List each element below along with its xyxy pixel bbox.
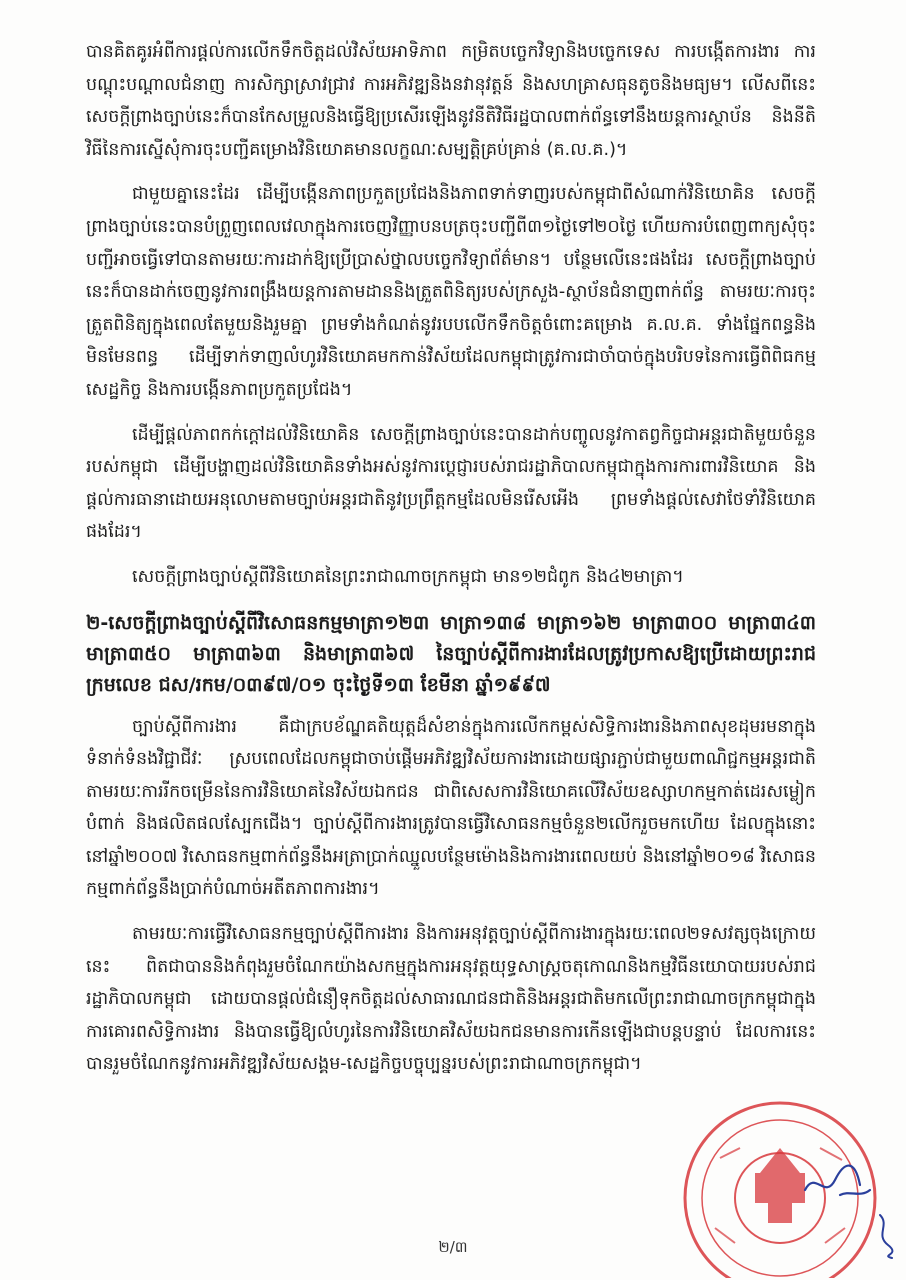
paragraph-1: បានគិតគូរអំពីការផ្ដល់ការលើកទឹកចិត្តដល់វិស័យអាទិភាព កម្រិតបច្ចេកវិទ្យានិងបច្ចេកទេស ការបង្កើតការងារ ការបណ្តុះបណ្តាលជំនាញ ការសិក្សាស្រាវជ្រាវ ការអភិវឌ្ឍនិងនវានុវត្តន៍ និងសហគ្រាសធុនតូចនិងមធ្យម។ លើសពីនេះ សេចក្តីព្រាងច្បាប់នេះក៏បានកែសម្រួលនិងធ្វើឱ្យប្រសើរឡើងនូវនីតិវិធីរដ្ឋបាលពាក់ព័ន្ធទៅនឹងយន្តការស្ថាប័ន និងនីតិវិធីនៃការស្នើសុំការចុះបញ្ជីគម្រោងវិនិយោគមានលក្ខណៈសម្បត្តិគ្រប់គ្រាន់ (គ.ល.គ.)។ xyxy=(86,42,816,160)
signature-icon xyxy=(800,1150,880,1210)
paragraph-5: ច្បាប់ស្តីពីការងារ គឺជាក្របខ័ណ្ឌគតិយុត្តដ៏សំខាន់ក្នុងការលើកកម្ពស់សិទ្ធិការងារនិងភាពសុខដុមរមនាក្នុងទំនាក់ទំនងវិជ្ជាជីវៈ ស្របពេលដែលកម្ពុជាចាប់ផ្តើមអភិវឌ្ឍវិស័យការងារដោយផ្សារភ្ជាប់ជាមួយពាណិជ្ជកម្មអន្តរជាតិ តាមរយៈការរីកចម្រើននៃការវិនិយោគនៃវិស័យឯកជន ជាពិសេសការវិនិយោគលើវិស័យឧស្សាហកម្មកាត់ដេរសម្លៀកបំពាក់ និងផលិតផលស្បែកជើង។ ច្បាប់ស្តីពីការងារត្រូវបានធ្វើវិសោធនកម្មចំនួន២លើករួចមកហើយ ដែលក្នុងនោះនៅឆ្នាំ២០០៧ វិសោធនកម្មពាក់ព័ន្ធនឹងអត្រាប្រាក់ឈ្នួលបន្ថែមម៉ោងនិងការងារពេលយប់ និងនៅឆ្នាំ២០១៨ វិសោធនកម្មពាក់ព័ន្ធនឹងប្រាក់បំណាច់អតីតភាពការងារ។ xyxy=(86,716,816,900)
paragraph-6: តាមរយៈការធ្វើវិសោធនកម្មច្បាប់ស្តីពីការងារ និងការអនុវត្តច្បាប់ស្តីពីការងារក្នុងរយៈពេល២ទសវត្សចុងក្រោយនេះ ពិតជាបាននិងកំពុងរួមចំណែកយ៉ាងសកម្មក្នុងការអនុវត្តយុទ្ធសាស្ត្រចតុកោណនិងកម្មវិធីនយោបាយរបស់រាជរដ្ឋាភិបាលកម្ពុជា ដោយបានផ្តល់ជំនឿទុកចិត្តដល់សាធារណជនជាតិនិងអន្តរជាតិមកលើព្រះរាជាណាចក្រកម្ពុជាក្នុងការគោរពសិទ្ធិការងារ និងបានធ្វើឱ្យលំហូរនៃការវិនិយោគវិស័យឯកជនមានការកើនឡើងជាបន្តបន្ទាប់ ដែលការនេះបានរួមចំណែកនូវការអភិវឌ្ឍវិស័យសង្គម-សេដ្ឋកិច្ចបច្ចុប្បន្នរបស់ព្រះរាជាណាចក្រកម្ពុជា។ xyxy=(86,924,816,1075)
page-number: ២/៣ xyxy=(438,1238,468,1256)
section-heading: ២-សេចក្តីព្រាងច្បាប់ស្តីពីវិសោធនកម្មមាត្រា១២៣ មាត្រា១៣៨ មាត្រា១៦២ មាត្រា៣០០ មាត្រា៣៤៣ មាត្រា៣៥០ មាត្រា៣៦៣ និងមាត្រា៣៦៧ នៃច្បាប់ស្តីពីការងារដែលត្រូវប្រកាសឱ្យប្រើដោយព្រះរាជក្រមលេខ ជស/រកម/០៣៩៧/០១ ចុះថ្ងៃទី១៣ ខែមីនា ឆ្នាំ១៩៩៧ xyxy=(86,611,816,696)
paragraph-4: សេចក្តីព្រាងច្បាប់ស្តីពីវិនិយោគនៃព្រះរាជាណាចក្រកម្ពុជា មាន១២ជំពូក និង៤២មាត្រា។ xyxy=(132,566,684,587)
paragraph-2: ជាមួយគ្នានេះដែរ ដើម្បីបង្កើនភាពប្រកួតប្រជែងនិងភាពទាក់ទាញរបស់កម្ពុជាពីសំណាក់វិនិយោគិន សេចក្តីព្រាងច្បាប់នេះបានបំព្រួញពេលវេលាក្នុងការចេញវិញ្ញាបនបត្រចុះបញ្ជីពី៣១ថ្ងៃទៅ២០ថ្ងៃ ហើយការបំពេញពាក្យសុំចុះបញ្ជីអាចធ្វើទៅបានតាមរយៈការដាក់ឱ្យប្រើប្រាស់ថ្នាលបច្ចេកវិទ្យាព័ត៌មាន។ បន្ថែមលើនេះផងដែរ សេចក្តីព្រាងច្បាប់នេះក៏បានដាក់ចេញនូវការពង្រឹងយន្តការតាមដាននិងត្រួតពិនិត្យរបស់ក្រសួង-ស្ថាប័នជំនាញពាក់ព័ន្ធ តាមរយៈការចុះត្រួតពិនិត្យក្នុងពេលតែមួយនិងរួមគ្នា ព្រមទាំងកំណត់នូវរបបលើកទឹកចិត្តចំពោះគម្រោង គ.ល.គ. ទាំងផ្នែកពន្ធនិងមិនមែនពន្ធ ដើម្បីទាក់ទាញលំហូរវិនិយោគមកកាន់វិស័យដែលកម្ពុជាត្រូវការជាចាំបាច់ក្នុងបរិបទនៃការធ្វើពិពិធកម្មសេដ្ឋកិច្ច និងការបង្កើនភាពប្រកួតប្រជែង។ xyxy=(86,184,817,400)
paragraph-3: ដើម្បីផ្តល់ភាពកក់ក្ដៅដល់វិនិយោគិន សេចក្តីព្រាងច្បាប់នេះបានដាក់បញ្ចូលនូវកាតព្វកិច្ចជាអន្តរជាតិមួយចំនួនរបស់កម្ពុជា ដើម្បីបង្ហាញដល់វិនិយោគិនទាំងអស់នូវការប្តេជ្ញារបស់រាជរដ្ឋាភិបាលកម្ពុជាក្នុងការការពារវិនិយោគ និងផ្តល់ការធានាដោយអនុលោមតាមច្បាប់អន្តរជាតិនូវប្រព្រឹត្តកម្មដែលមិនរើសអើង ព្រមទាំងផ្តល់សេវាថែទាំវិនិយោគផងដែរ។ xyxy=(86,424,816,543)
document-body xyxy=(86,36,816,1093)
